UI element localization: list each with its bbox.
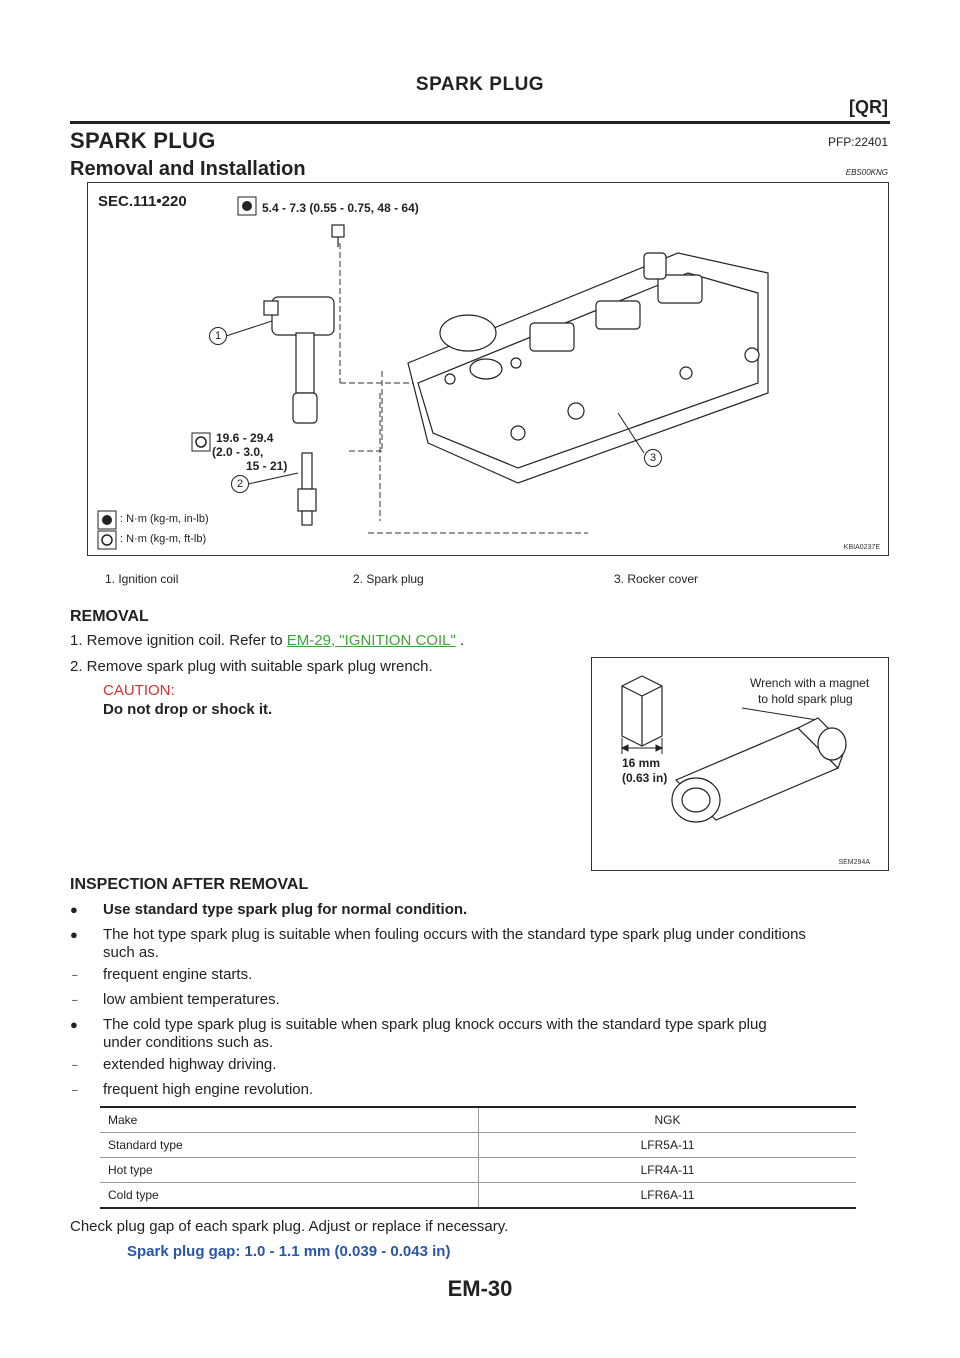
socket-wrench-shape xyxy=(672,718,846,822)
caution-text: Do not drop or shock it. xyxy=(103,701,273,718)
inspection-dash-4: frequent high engine revolution. xyxy=(103,1081,314,1098)
figure-wrench xyxy=(591,657,889,871)
dash-icon: – xyxy=(72,1060,78,1071)
legend-item-1: 1. Ignition coil xyxy=(105,572,179,586)
page-header-code: [QR] xyxy=(849,97,888,117)
table-cell-value: LFR6A-11 xyxy=(640,1188,695,1202)
dash-icon: – xyxy=(72,970,78,981)
inspection-bullet-3-line-2: under conditions such as. xyxy=(103,1034,274,1051)
figure-id: KBIA0237E xyxy=(843,544,880,551)
link-ignition-coil[interactable]: EM-29, "IGNITION COIL" xyxy=(286,632,456,649)
table-cell-label: Make xyxy=(100,1108,479,1133)
table-row xyxy=(100,1133,856,1158)
table-row xyxy=(100,1183,856,1208)
inspection-bullet-3-line-1: The cold type spark plug is suitable when spark plug knock occurs with the standard type spark plug xyxy=(103,1016,767,1033)
spark-plug-spec-table xyxy=(100,1106,856,1209)
size-label-in: (0.63 in) xyxy=(622,771,668,785)
inspection-dash-1: frequent engine starts. xyxy=(103,966,253,983)
pfp-code: PFP:22401 xyxy=(827,135,888,149)
ebs-code: EBS00KNG xyxy=(845,168,888,177)
table-row xyxy=(100,1158,856,1183)
torque-spec-plug-2: (2.0 - 3.0, xyxy=(212,445,264,459)
wrench-label-1: Wrench with a magnet xyxy=(750,676,870,690)
removal-heading: REMOVAL xyxy=(70,608,149,625)
rocker-cover-shape xyxy=(408,253,768,483)
spark-plug-gap-spec: Spark plug gap: 1.0 - 1.1 mm (0.039 - 0.043 in) xyxy=(127,1243,451,1260)
section-title: SPARK PLUG xyxy=(70,128,216,153)
step1-suffix: . xyxy=(455,632,465,649)
table-row xyxy=(100,1108,856,1133)
dash-icon: – xyxy=(72,1085,78,1096)
table-cell-label: Hot type xyxy=(100,1158,479,1183)
table-cell-label: Standard type xyxy=(100,1133,479,1158)
spark-plug-shape xyxy=(298,453,316,525)
inspection-bullet-1: Use standard type spark plug for normal condition. xyxy=(103,901,468,918)
header-rule xyxy=(70,121,890,124)
inspection-heading: INSPECTION AFTER REMOVAL xyxy=(70,876,309,893)
legend-inlb: : N·m (kg-m, in-lb) xyxy=(120,513,209,525)
bullet-icon: ● xyxy=(70,927,78,942)
table-cell-label: Cold type xyxy=(100,1183,479,1208)
torque-spec-plug-3: 15 - 21) xyxy=(246,459,288,473)
figure2-id: SEM294A xyxy=(838,859,870,866)
page-header-title: SPARK PLUG xyxy=(415,74,545,95)
section-code-label: SEC.111•220 xyxy=(98,193,187,210)
legend-ftlb: : N·m (kg-m, ft-lb) xyxy=(120,533,207,545)
size-label-mm: 16 mm xyxy=(622,756,661,770)
legend-item-3: 3. Rocker cover xyxy=(614,572,699,586)
inspection-bullet-2-line-1: The hot type spark plug is suitable when fouling occurs with the standard type spark plug under conditions xyxy=(103,926,806,943)
subsection-title: Removal and Installation xyxy=(70,158,306,180)
wrench-label-2: to hold spark plug xyxy=(758,692,853,706)
ignition-coil-shape xyxy=(264,297,334,423)
table-cell-value: NGK xyxy=(479,1108,857,1133)
exploded-view-drawing xyxy=(88,183,888,555)
inspection-dash-3: extended highway driving. xyxy=(103,1056,277,1073)
table-cell-value: LFR5A-11 xyxy=(479,1133,857,1158)
inspection-dash-2: low ambient temperatures. xyxy=(103,991,280,1008)
torque-spec-bolt: 5.4 - 7.3 (0.55 - 0.75, 48 - 64) xyxy=(262,201,419,215)
callout-2: 2 xyxy=(231,475,249,493)
removal-step-1 xyxy=(70,631,464,650)
callout-3: 3 xyxy=(644,449,662,467)
figure-ignition-coil-diagram xyxy=(87,182,889,556)
removal-step-2: 2. Remove spark plug with suitable spark plug wrench. xyxy=(70,658,433,675)
step1-prefix: 1. Remove ignition coil. Refer to xyxy=(70,632,287,649)
table-cell-value: LFR4A-11 xyxy=(479,1158,857,1183)
dash-icon: – xyxy=(72,995,78,1006)
callout-1: 1 xyxy=(209,327,227,345)
check-gap-text: Check plug gap of each spark plug. Adjust or replace if necessary. xyxy=(70,1218,509,1235)
torque-spec-plug-1: 19.6 - 29.4 xyxy=(216,431,274,445)
page-number: EM-30 xyxy=(447,1276,513,1301)
inspection-bullet-2-line-2: such as. xyxy=(103,944,159,961)
legend-item-2: 2. Spark plug xyxy=(353,572,424,586)
bullet-icon: ● xyxy=(70,1017,78,1032)
bullet-icon: ● xyxy=(70,902,78,917)
caution-label: CAUTION: xyxy=(103,682,175,699)
